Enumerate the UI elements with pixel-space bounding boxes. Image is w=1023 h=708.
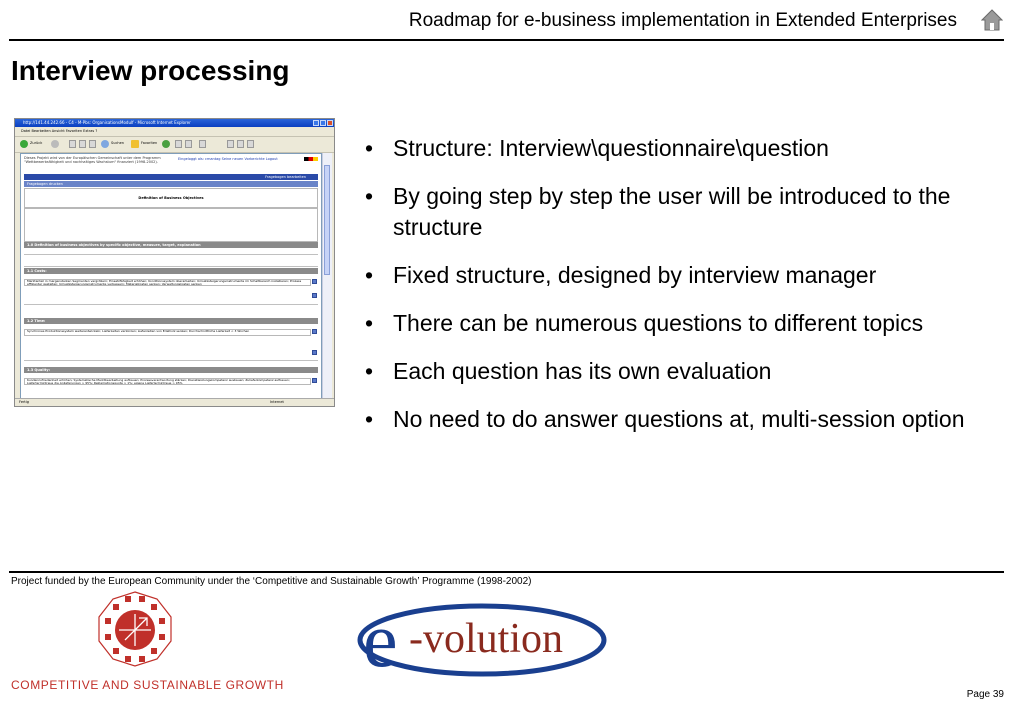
window-title: http://141.44.242.66 - C4 - M-Pbs: OrganisationsModulf - Microsoft Internet Explorer [23, 120, 191, 125]
empty-box [24, 208, 318, 242]
bullet-text: Structure: Interview\questionnaire\question [393, 135, 829, 161]
svg-text:e: e [363, 596, 398, 682]
forward-icon [51, 140, 59, 148]
bullet-list [365, 133, 1005, 452]
costs-scroll-up[interactable] [312, 279, 317, 284]
e-volution-text: -volution [409, 616, 563, 662]
scrollbar-thumb[interactable] [324, 165, 330, 275]
bullet-dot: • [365, 262, 374, 288]
form-subheader[interactable]: Fragebogen drucken [24, 181, 318, 187]
favorites-icon [131, 140, 139, 148]
maximize-icon [320, 120, 326, 126]
separator [24, 266, 318, 267]
bullet-item [365, 404, 1005, 435]
footer-rule [9, 571, 1004, 573]
login-info: Eingeloggt als: cmantag Seine neuen Vorberichte Logout [178, 157, 278, 161]
bullet-dot: • [365, 310, 374, 336]
bullet-dot: • [365, 135, 374, 161]
bullet-text: Fixed structure, designed by interview manager [393, 262, 877, 288]
bullet-item [365, 181, 1005, 243]
history-icon [175, 140, 182, 148]
quality-scroll-up[interactable] [312, 378, 317, 383]
header-title: Roadmap for e-business implementation in Extended Enterprises [408, 10, 957, 31]
edit-icon [227, 140, 234, 148]
e-volution-logo [355, 596, 610, 682]
status-zone: Internet [270, 400, 284, 404]
refresh-icon [79, 140, 86, 148]
home-page-icon [89, 140, 96, 148]
bullet-dot: • [365, 406, 374, 432]
cgs-text: COMPETITIVE AND SUSTAINABLE GROWTH [11, 678, 284, 692]
costs-bar: 1.1 Costs: [24, 268, 318, 274]
bullet-item [365, 356, 1005, 387]
messenger-icon [247, 140, 254, 148]
time-save-button[interactable] [312, 350, 317, 355]
bullet-item [365, 133, 1005, 164]
browser-scrollbar[interactable] [322, 153, 332, 398]
bullet-text: By going step by step the user will be introduced to the structure [393, 183, 951, 240]
funding-note: Project funded by the European Community under the ‘Competitive and Sustainable Growth’ Programme (1998-2002) [11, 576, 532, 587]
page-number: Page 39 [966, 689, 1004, 700]
web-page [20, 153, 322, 400]
bullet-item [365, 260, 1005, 291]
bullet-text: There can be numerous questions to different topics [393, 310, 924, 336]
time-scroll-up[interactable] [312, 329, 317, 334]
status-text: Fertig [19, 400, 29, 404]
quality-textarea[interactable]: Kundenzufriedenheit erhöhen; Systematische Marktbearbeitung aufbauen; Prozessverantwortung stärken; Dienstleistungskompetenz ausbauen; Zulieferkompetenz aufbauen; Liefertermintreue die Anlieferungen > 95%; Reklamationsquote > 1%; eigene Liefertermintreue > 95% [24, 378, 311, 385]
language-flags[interactable] [304, 157, 318, 161]
costs-textarea[interactable]: Marktanteil in margenstarken Segmenten vergrößern; Einsatzfähigkeit erhöhen; Konditionssystem überarbeiten; Umsatzsteigerungsinstrumente im Schaltbereich installieren; Prozess effizienter gestalten; Umsatzsteigerungsinstrumente verbessern; Materialkosten senken; Verwaltungskosten senken [24, 279, 311, 286]
back-label: Zurück [30, 141, 43, 145]
bullet-item [365, 308, 1005, 339]
separator [24, 304, 318, 305]
favorites-label: Favoriten [141, 141, 158, 145]
window-titlebar [15, 119, 334, 127]
separator [24, 254, 318, 255]
quality-bar: 1.3 Quality: [24, 367, 318, 373]
browser-toolbar [15, 136, 334, 153]
time-textarea[interactable]: Synchrones Produktionssystem weiterentwickeln; Lieferzeiten verkürzen; Lieferzeiten von Edelholz senken; Durchschnittliche Lieferzeit < 3 Wochen [24, 329, 311, 336]
bullet-text: No need to do answer questions at, multi-session option [393, 406, 965, 432]
media-icon [162, 140, 170, 148]
print-icon [199, 140, 206, 148]
bullet-dot: • [365, 358, 374, 384]
back-icon [20, 140, 28, 148]
header-rule [9, 39, 1004, 41]
page-title: Interview processing [11, 55, 290, 86]
browser-statusbar [15, 398, 334, 406]
home-icon[interactable] [981, 8, 1003, 32]
close-icon [327, 120, 333, 126]
mail-icon [185, 140, 192, 148]
cgs-emblem-logo [95, 590, 175, 668]
time-bar: 1.2 Time: [24, 318, 318, 324]
form-header [24, 174, 318, 180]
bullet-text: Each question has its own evaluation [393, 358, 772, 384]
separator [24, 360, 318, 361]
costs-save-button[interactable] [312, 293, 317, 298]
project-info-text: Dieses Projekt wird von der Europäischen Gemeinschaft unter dem Programm "Wettbewerbsfähigkeit und nachhaltiges Wachstum" finanziert (1998-2002). [24, 156, 161, 164]
bullet-dot: • [365, 183, 374, 209]
search-label: Suchen [111, 141, 124, 145]
objectives-bar: 1.0 Definition of business objectives by specific objective, measure, target, explanation [24, 242, 318, 248]
section-title: Definition of Business Objectives [138, 196, 204, 200]
stop-icon [69, 140, 76, 148]
minimize-icon [313, 120, 319, 126]
browser-menubar: Datei Bearbeiten Ansicht Favoriten Extras ? [21, 129, 98, 133]
form-header-label: Fragebogen bearbeiten [265, 175, 306, 179]
discuss-icon [237, 140, 244, 148]
browser-screenshot [14, 118, 335, 407]
search-icon [101, 140, 109, 148]
